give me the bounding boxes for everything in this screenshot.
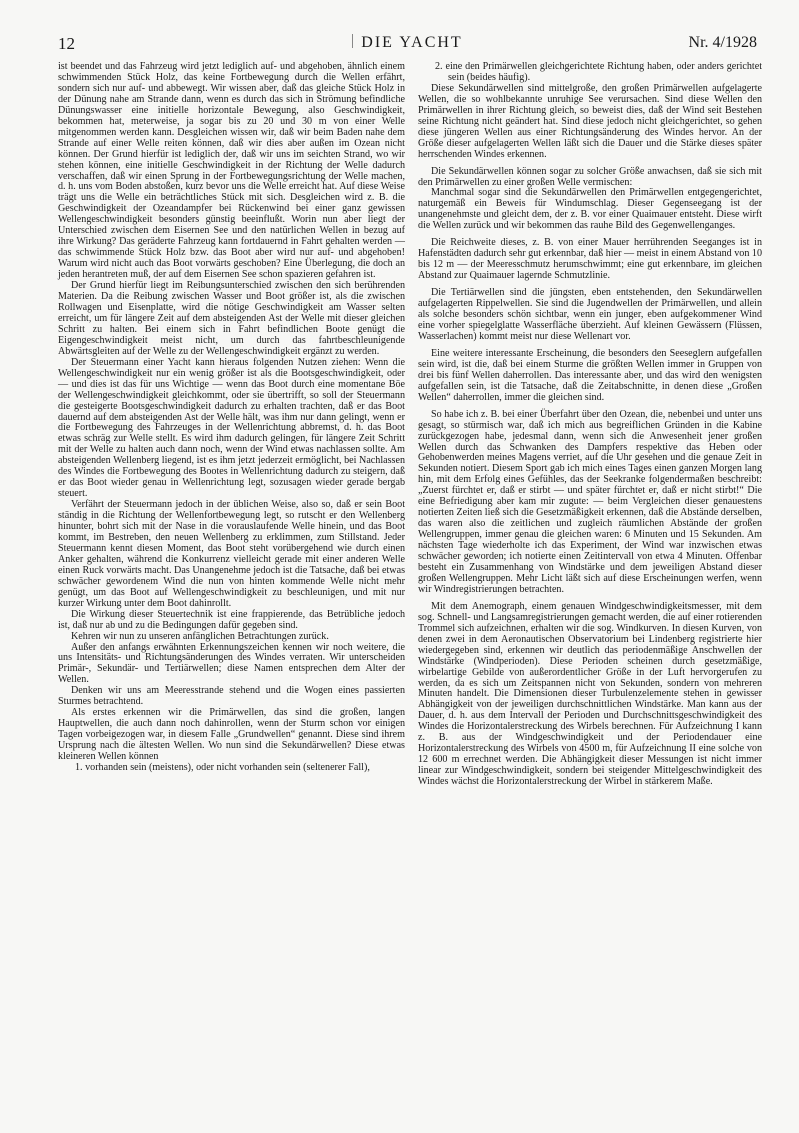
paragraph: Außer den anfangs erwähnten Erkennungszeichen kennen wir noch weitere, die uns Intensitäts- und Richtungsänderungen des Windes verraten. Wir unterscheiden Primär-, Sekundär- und Tertiärwellen; diese Namen entsprechen dem Alter der Wellen. [58, 641, 405, 686]
list-item: 1. vorhanden sein (meistens), oder nicht vorhanden sein (seltenerer Fall), [75, 762, 370, 773]
paragraph: Eine weitere interessante Erscheinung, die besonders den Seeseglern aufgefallen sein wird, ist die, daß bei einem Sturme die größten Wellen immer in Gruppen von drei bis fünf Wellen daherrollen. Das interessante aber, und das wird den wenigsten aufgefallen sein, ist die Tatsache, daß die Zeitabschnitte, in denen diese „Großen Wellen“ daherrollen, immer die gleichen sind. [418, 347, 762, 403]
paragraph: Die Wirkung dieser Steuertechnik ist eine frappierende, das Betrübliche jedoch ist, daß nur ab und zu die Bedingungen dafür gegeben sind. [58, 608, 405, 631]
paragraph: Die Reichweite dieses, z. B. von einer Mauer herrührenden Seeganges ist in Hafenstädten dadurch sehr gut erkennbar, daß hier — meist in einem Abstand von 10 bis 12 m — der Meeresschmutz herumschwimmt; eine gut erkennbare, im gleichen Abstand zur Quaimauer lagernde Schmutzlinie. [418, 237, 762, 282]
journal-title [58, 34, 757, 52]
paragraph: Der Grund hierfür liegt im Reibungsunterschied zwischen den sich berührenden Materien. Da die Reibung zwischen Wasser und Boot größer ist, als die zwischen Rollwagen und Eisenplatte, wird die nötige Geschwindigkeit am Wasser selten erreicht, um für längere Zeit auf dem absteigenden Ast der Welle mit dieser gleichen Schritt zu halten. Bei einem sich in Fahrt befindlichen Boote genügt die Eigengeschwindigkeit meist nicht, um durch das fahrtbeschleunigende Abwärtsgleiten auf der Welle zu der Wellengeschwindigkeit ergänzt zu werden. [58, 280, 405, 357]
paragraph: Verfährt der Steuermann jedoch in der üblichen Weise, also so, daß er sein Boot ständig in die Richtung der Wellenfortbewegung legt, so rutscht er den Wellenberg hinunter, bohrt sich mit der Nase in die vorauslaufende Welle hinein, und das Boot kommt, im Bestreben, den neuen Wellenberg zu erklimmen, zum Stillstand. Jeder Steuermann kennt diesen Moment, das Boot steht vorübergehend wie durch einen Anker gehalten, während die Konkurrenz vielleicht gerade mit einer anderen Welle einen Ruck vorwärts macht. Das Unangenehme jedoch ist die Tatsache, daß bei etwas schwächer gewordenem Wind die nun von hinten kommende Welle nicht mehr genügt, um das Boot auf Wellengeschwindigkeit zu beschleunigen, und mit nur kurzer Wirkung unter dem Boot dahinrollt. [58, 499, 405, 609]
paragraph: Kehren wir nun zu unseren anfänglichen Betrachtungen zurück. [71, 630, 329, 642]
issue-number: Nr. 4/1928 [688, 34, 757, 51]
paragraph: Die Sekundärwellen können sogar zu solcher Größe anwachsen, daß sie sich mit den Primärwellen zu einer großen Welle vermischen: [418, 165, 762, 188]
page-header [58, 34, 757, 58]
page-number: 12 [58, 34, 75, 53]
list-item: 2. eine den Primärwellen gleichgerichtete Richtung haben, oder anders gerichtet sein (beides häufig). [435, 61, 762, 83]
paragraph: ist beendet und das Fahrzeug wird jetzt lediglich auf- und abgehoben, ähnlich einem schwimmenden Stück Holz, das keine Fortbewegung durch die Wellen erfährt, sondern sich nur auf- und abbewegt. Wir wissen aber, daß das gleiche Stück Holz in der Dünung nahe am Strande dann, wenn es durch das sich in Strömung befindliche Dünungswasser eine initielle horizontale Bewegung, also Geschwindigkeit, bekommen hat, meterweise, ja sogar bis zu 20 und 30 m von einer Welle mitgenommen werden kann. Desgleichen wissen wir, daß wir beim Baden nahe dem Strande auf einer Welle reiten können, daß wir dies aber außen im Ozean nicht können. Der Grund hierfür ist lediglich der, daß wir uns im seichten Strand, wo wir stehen können, eine initielle Geschwindigkeit in der Richtung der Welle dadurch verschaffen, daß wir einen Sprung in der Fortbewegungsrichtung der Welle machen, d. h. uns vom Boden abstoßen, kurz bevor uns die Welle erreicht hat. Auf diese Weise trägt uns die Welle ein beträchtliches Stück mit sich. Desgleichen wird z. B. die Geschwindigkeit der Ozeandampfer bei Rückenwind bei einer ganz gewissen Wellengeschwindigkeit besonders günstig beeinflußt. Worin nun aber liegt der Unterschied zwischen dem Eisernen See und den natürlichen Wellen in bezug auf ihre Wirkung? Das geräderte Fahrzeug kann fortdauernd in Fahrt gehalten werden — das schwimmende Stück Holz bzw. das Boot aber wird nur auf- und abgehoben! Warum wird nicht auch das Boot vorwärts geschoben? Eine Überlegung, die doch an jeden herantreten muß, der auf dem Eisernen See schon spazieren gefahren ist. [58, 61, 405, 281]
left-column [58, 62, 405, 774]
right-column [418, 62, 762, 788]
paragraph: Als erstes erkennen wir die Primärwellen, das sind die großen, langen Hauptwellen, die auch dann noch dahinrollen, wenn der Sturm schon vor einigen Tagen vorbeigezogen war, in diesem Falle „Grundwellen“ genannt. Diese sind ihrem Ursprung nach die ältesten Wellen. Wo nun sind die Sekundärwellen? Diese etwas kleineren Wellen können [58, 707, 405, 763]
journal-title-text: DIE YACHT [361, 34, 463, 51]
paragraph: Der Steuermann einer Yacht kann hieraus folgenden Nutzen ziehen: Wenn die Wellengeschwindigkeit nur ein wenig größer ist als die Bootsgeschwindigkeit, oder — und dies ist das für uns Wichtige — wenn das Boot durch eine momentane Böe der Wellengeschwindigkeit gleichkommt, oder sie übertrifft, so soll der Steuermann die gesteigerte Bootsgeschwindigkeit dadurch zu erhalten trachten, daß er das Boot dauernd auf dem absteigenden Ast der Welle hält, was ihm nur dann gelingt, wenn er die Fortbewegung des Fahrzeuges in der Wellenrichtung abbremst, d. h. das Boot etwas schräg zur Welle stellt. Es wird ihm dadurch gelingen, für längere Zeit Schritt mit der Welle zu halten auch dann noch, wenn der Wind etwas nachlassen sollte. Am absteigenden Wellenberg liegend, ist es ihm jetzt jederzeit ermöglicht, bei Nachlassen des Windes die Fortbewegung des Bootes in Wellenrichtung dadurch zu steigern, daß er das Boot wieder genau in Wellenrichtung legt, sozusagen wieder gerade bergab steuert. [58, 356, 405, 500]
paragraph: Denken wir uns am Meeresstrande stehend und die Wogen eines passierten Sturmes betrachtend. [58, 685, 405, 708]
paragraph: Die Tertiärwellen sind die jüngsten, eben entstehenden, den Sekundärwellen aufgelagerten Rippelwellen. Sie sind die Jugendwellen der Primärwellen, und allein als solche besonders schön sichtbar, wenn ein junger, eben aufgekommener Wind eine vorher spiegelglatte Wasserfläche überzieht. Auf kleinen Gewässern (Flüssen, Wasserlachen) kommt meist nur diese Wellenart vor. [418, 287, 762, 342]
paragraph: Diese Sekundärwellen sind mittelgroße, den großen Primärwellen aufgelagerte Wellen, die so wohlbekannte unruhige See verursachen. Sind diese Wellen den Primärwellen in ihrer Richtung gleich, so beweist dies, daß der Wind seit Bestehen seine Richtung nicht geändert hat. Sind diese jedoch nicht gleichgerichtet, so gehen diese jüngeren Wellen aus einer Richtungsänderung des Windes hervor. An der Größe dieser aufgelagerten Wellen läßt sich die Dauer und die Stärke dieses später herrschenden Windes erkennen. [418, 82, 762, 160]
paragraph: Manchmal sogar sind die Sekundärwellen den Primärwellen entgegengerichtet, naturgemäß ein Beweis für Windumschlag. Dieser Gegenseegang ist der unangenehmste und gleicht dem, der z. B. vor einer Quaimauer entsteht. Diese wirft die Wellen zurück und wir bekommen das rauhe Bild des Gegenwellenganges. [418, 187, 762, 232]
paragraph: So habe ich z. B. bei einer Überfahrt über den Ozean, die, nebenbei und unter uns gesagt, so stürmisch war, daß ich mich aus begreiflichen Gründen in die Kabine zurückgezogen habe, jedesmal dann, wenn sich die Anwesenheit jener großen Wellen durch das Schwanken des Dampfers respektive das Heben oder Gehobenwerden meines Magens verriet, auf die Uhr gesehen und die genaue Zeit in Sekunden notiert. Diesem Sport gab ich mich eines Tages einen ganzen Morgen lang hin, mit dem Erfolg eines Gefühles, das der Seekranke folgendermaßen beschreibt: „Zuerst fürchtet er, daß er stirbt — und später fürchtet er, daß er nicht stirbt!“ Die eine Befriedigung aber kam mir zugute: — beim Vergleichen dieser genauestens notierten Zeiten ließ sich die Gesetzmäßigkeit erkennen, daß die Abstände derselben, das waren also die zeitlichen und zugleich räumlichen Abstände der großen Wellengruppen, immer genau die gleichen waren: 6 Minuten und 15 Sekunden. Am nächsten Tage wiederholte ich das Experiment, der Wind war inzwischen etwas schwächer geworden; ich notierte einen Zeitintervall von etwa 4 Minuten. Offenbar besteht ein Zusammenhang von Windstärke und dem jeweiligen Abstand dieser großen Wellengruppen. Mehr Licht läßt sich auf diese Erscheinungen werfen, wenn wir Windregistrierungen betrachten. [418, 408, 762, 595]
paragraph: Mit dem Anemograph, einem genauen Windgeschwindigkeitsmesser, mit dem sog. Schnell- und Langsamregistrierungen gemacht werden, die auf einer rotierenden Trommel sich aufzeichnen, erhalten wir die sog. Windkurven. In diesen Kurven, von denen zwei in dem Aeronautischen Observatorium bei Lindenberg registrierte hier wiedergegeben sind, erkennen wir deutlich das periodenmäßige Anschwellen der Windstärke (Windperioden). Diese Perioden scheinen durch gesetzmäßige, wirbelartige Gebilde von außerordentlicher Größe in der Luft hervorgerufen zu werden, da es sich um Zeitspannen nicht von Sekunden, sondern von mehreren Minuten handelt. Die Dimensionen dieser Turbulenzelemente stehen in gewisser Abhängigkeit von der jeweiligen durchschnittlichen Windstärke. Man kann aus der Dauer, d. h. aus dem Intervall der Perioden und Durchschnittsgeschwindigkeit des Windes die Horizontalerstreckung des Wirbels berechnen. Für Aufzeichnung I kann z. B. aus der Windgeschwindigkeit und der Periodendauer eine Horizontalerstreckung des Wirbels von 4500 m, für Aufzeichnung II eine solche von 12 600 m errechnet werden. Die Abhängigkeit dieser Messungen ist nicht immer linear zur Windgeschwindigkeit, sondern bei steigender Mittelgeschwindigkeit des Windes wächst die Horizontalerstreckung der Wirbel in stärkerem Maße. [418, 600, 762, 788]
